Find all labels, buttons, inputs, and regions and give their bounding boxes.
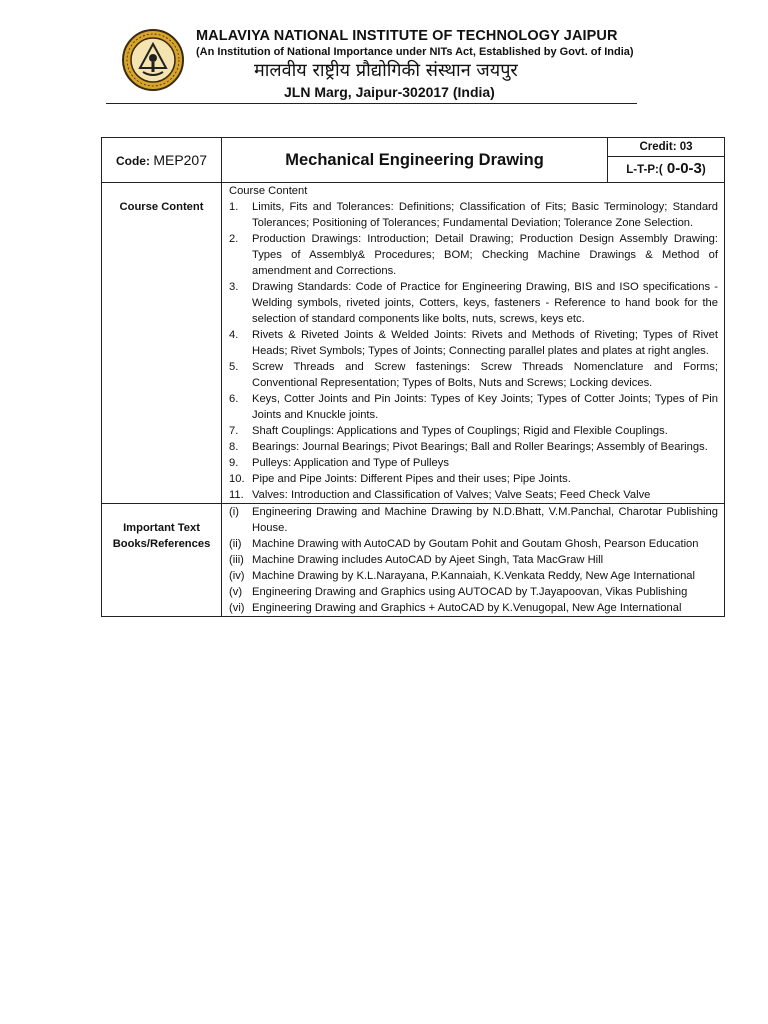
institute-seal-icon bbox=[121, 28, 185, 92]
content-item-text: Pipe and Pipe Joints: Different Pipes and their uses; Pipe Joints. bbox=[252, 473, 571, 485]
content-item-number: 6. bbox=[229, 393, 239, 405]
reference-item bbox=[228, 552, 718, 568]
reference-item-text: Machine Drawing by K.L.Narayana, P.Kannaiah, K.Venkata Reddy, New Age International bbox=[252, 570, 696, 582]
references-cell bbox=[222, 504, 725, 617]
reference-item-text: Machine Drawing with AutoCAD by Goutam Pohit and Goutam Ghosh, Pearson Education bbox=[252, 538, 699, 550]
reference-item-number: (iv) bbox=[229, 570, 245, 582]
course-code: MEP207 bbox=[153, 151, 208, 168]
reference-item-text: Engineering Drawing and Graphics using AUTOCAD by T.Jayapoovan, Vikas Publishing bbox=[252, 586, 688, 598]
content-item-number: 9. bbox=[229, 457, 239, 469]
content-item bbox=[228, 359, 718, 391]
ltp-label: L-T-P:( bbox=[626, 164, 663, 176]
institute-name: MALAVIYA NATIONAL INSTITUTE OF TECHNOLOGY JAIPUR bbox=[196, 28, 618, 44]
content-item-text: Pulleys: Application and Type of Pulleys bbox=[252, 457, 449, 469]
course-content-cell bbox=[222, 183, 725, 504]
reference-item-number: (ii) bbox=[229, 538, 242, 550]
reference-item bbox=[228, 600, 718, 616]
content-item-number: 8. bbox=[229, 441, 239, 453]
content-item bbox=[228, 487, 718, 503]
content-item-number: 7. bbox=[229, 425, 239, 437]
content-item-number: 1. bbox=[229, 201, 239, 213]
references-row bbox=[102, 504, 725, 617]
content-item-number: 3. bbox=[229, 281, 239, 293]
reference-item bbox=[228, 504, 718, 536]
reference-item-text: Engineering Drawing and Graphics + AutoCAD by K.Venugopal, New Age International bbox=[252, 602, 682, 614]
ltp-close: ) bbox=[701, 164, 706, 176]
course-content-label: Course Content bbox=[102, 183, 222, 504]
references-label bbox=[102, 504, 222, 617]
content-item bbox=[228, 327, 718, 359]
reference-item bbox=[228, 536, 718, 552]
institute-name-hindi: मालवीय राष्ट्रीय प्रौद्योगिकी संस्थान जयपुर bbox=[254, 60, 518, 81]
institute-subtitle: (An Institution of National Importance under NITs Act, Established by Govt. of India) bbox=[196, 46, 634, 58]
course-code-label: Code: bbox=[115, 153, 150, 168]
content-item-text: Valves: Introduction and Classification of Valves; Valve Seats; Feed Check Valve bbox=[252, 489, 651, 501]
content-item-text: Keys, Cotter Joints and Pin Joints: Types of Key Joints; Types of Cotter Joints; Types of Pin Joints and Knuckle joints. bbox=[252, 393, 718, 421]
content-item-number: 5. bbox=[229, 361, 239, 373]
content-item-text: Limits, Fits and Tolerances: Definitions; Classification of Fits; Basic Terminology; Standard Tolerances; Positioning of Tolerances; Fundamental Deviation; Tolerance Zone Selection. bbox=[252, 201, 718, 229]
content-item-text: Bearings: Journal Bearings; Pivot Bearings; Ball and Roller Bearings; Assembly of Bearings. bbox=[252, 441, 708, 453]
reference-item-number: (v) bbox=[229, 586, 243, 598]
references-label-line1: Important Text bbox=[123, 522, 200, 534]
institute-address: JLN Marg, Jaipur-302017 (India) bbox=[284, 84, 495, 100]
content-item-text: Screw Threads and Screw fastenings: Screw Threads Nomenclature and Forms; Conventional Representation; Types of Bolts, Nuts and Screws; Locking devices. bbox=[252, 361, 718, 389]
content-item-number: 10. bbox=[229, 473, 245, 485]
content-item bbox=[228, 279, 718, 327]
course-content-heading: Course Content bbox=[229, 185, 308, 197]
course-code-cell bbox=[102, 138, 222, 183]
content-item-text: Drawing Standards: Code of Practice for Engineering Drawing, BIS and ISO specifications - Welding symbols, riveted joints, Cotters, keys, fasteners - Reference to hand book for the selection of standard components like bolts, nuts, screws, keys etc. bbox=[252, 281, 718, 325]
content-item-text: Shaft Couplings: Applications and Types of Couplings; Rigid and Flexible Couplings. bbox=[252, 425, 668, 437]
references-label-line2: Books/References bbox=[112, 538, 211, 550]
content-item-text: Production Drawings: Introduction; Detail Drawing; Production Design Assembly Drawing: Types of Assembly& Procedures; BOM; Checking Machine Drawings & Method of amendment and Corrections. bbox=[252, 233, 718, 277]
course-title: Mechanical Engineering Drawing bbox=[222, 138, 608, 183]
syllabus-table bbox=[101, 137, 725, 617]
content-item bbox=[228, 423, 718, 439]
reference-item-text: Engineering Drawing and Machine Drawing by N.D.Bhatt, V.M.Panchal, Charotar Publishing House. bbox=[252, 506, 718, 534]
content-item bbox=[228, 455, 718, 471]
course-credit: Credit: 03 bbox=[608, 138, 725, 157]
content-item bbox=[228, 199, 718, 231]
course-content-row bbox=[102, 183, 725, 504]
content-item-text: Rivets & Riveted Joints & Welded Joints: Rivets and Methods of Riveting; Types of Rivet Heads; Rivet Symbols; Types of Joints; Connecting parallel plates and plates at right angles. bbox=[252, 329, 718, 357]
header-divider bbox=[106, 103, 637, 104]
reference-item bbox=[228, 568, 718, 584]
content-item-number: 4. bbox=[229, 329, 239, 341]
course-header-row bbox=[102, 138, 725, 157]
ltp-value: 0-0-3 bbox=[662, 160, 702, 177]
content-item bbox=[228, 391, 718, 423]
course-ltp bbox=[608, 157, 725, 183]
course-content-list bbox=[228, 199, 718, 503]
reference-item-text: Machine Drawing includes AutoCAD by Ajeet Singh, Tata MacGraw Hill bbox=[252, 554, 604, 566]
reference-item-number: (iii) bbox=[229, 554, 244, 566]
content-item bbox=[228, 231, 718, 279]
content-item-number: 11. bbox=[229, 489, 244, 501]
letterhead bbox=[196, 28, 636, 101]
content-item-number: 2. bbox=[229, 233, 239, 245]
reference-item-number: (i) bbox=[229, 506, 239, 518]
reference-item bbox=[228, 584, 718, 600]
content-item bbox=[228, 471, 718, 487]
reference-item-number: (vi) bbox=[229, 602, 245, 614]
references-list bbox=[228, 504, 718, 616]
content-item bbox=[228, 439, 718, 455]
